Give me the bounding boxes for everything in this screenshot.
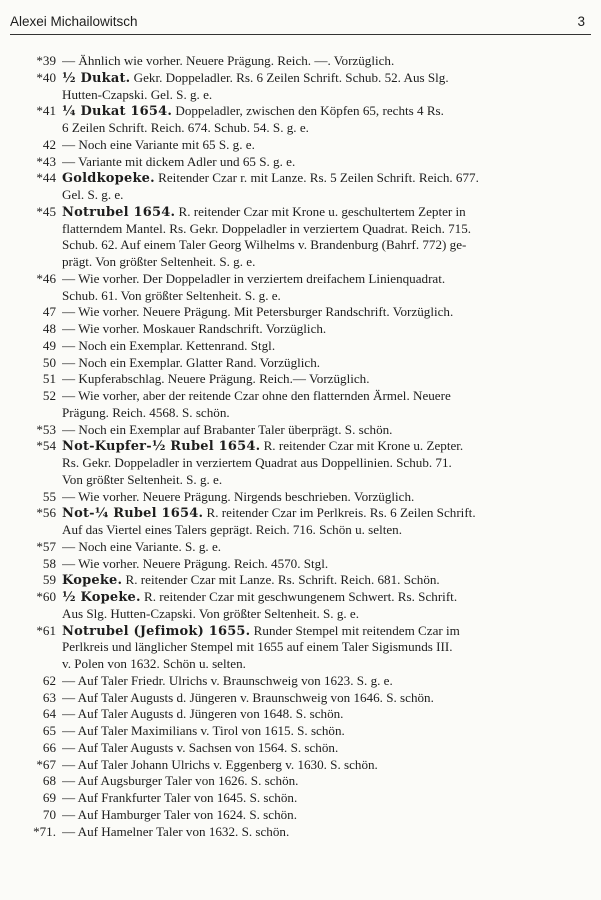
catalog-entry — [16, 572, 584, 589]
entry-line — [62, 204, 584, 221]
entry-line — [62, 70, 584, 87]
entry-line — [62, 740, 584, 757]
entry-line — [62, 321, 584, 338]
entry-line — [62, 807, 584, 824]
entry-text: — Auf Taler Augusts v. Sachsen von 1564. S. schön. — [62, 739, 339, 755]
entry-text: — Ähnlich wie vorher. Neuere Prägung. Reich. —. Vorzüglich. — [62, 53, 395, 68]
entry-text: — Noch ein Exemplar auf Brabanter Taler überprägt. S. schön. — [62, 421, 393, 437]
entry-text: — Auf Taler Friedr. Ulrichs v. Braunschweig von 1623. S. g. e. — [62, 672, 393, 688]
coin-title: Goldkopeke. — [62, 171, 155, 187]
entry-line — [62, 639, 584, 656]
catalog-entry — [16, 53, 584, 70]
catalog-entry — [16, 304, 584, 321]
entry-text: v. Polen von 1632. Schön u. selten. — [62, 656, 246, 671]
coin-title: Notrubel 1654. — [62, 204, 176, 220]
entry-text: Perlkreis und länglicher Stempel mit 1655 auf einem Taler Sigismunds III. — [62, 639, 453, 655]
lot-number: 68 — [42, 773, 56, 789]
catalog-entry — [16, 807, 584, 824]
entry-text: prägt. Von größter Seltenheit. S. g. e. — [62, 254, 256, 269]
lot-number: *40 — [36, 69, 56, 85]
entry-line — [62, 254, 584, 271]
entry-text: — Wie vorher. Moskauer Randschrift. Vorzüglich. — [62, 321, 327, 336]
entry-text: — Auf Hamelner Taler von 1632. S. schön. — [62, 823, 290, 839]
entry-line — [62, 271, 584, 288]
entry-text: — Noch ein Exemplar. Glatter Rand. Vorzüglich. — [62, 354, 321, 370]
lot-number: *53 — [36, 421, 56, 437]
catalog-entry — [16, 790, 584, 807]
lot-number: 64 — [42, 706, 56, 722]
entry-text: — Wie vorher. Neuere Prägung. Nirgends beschrieben. Vorzüglich. — [62, 488, 415, 504]
lot-number: 55 — [42, 488, 56, 504]
entry-text: — Auf Hamburger Taler von 1624. S. schön. — [62, 806, 297, 822]
entry-line — [62, 137, 584, 154]
entry-line — [62, 355, 584, 372]
catalog-entry — [16, 204, 584, 271]
entry-text: — Auf Augsburger Taler von 1626. S. schön. — [62, 773, 299, 789]
catalog-entry — [16, 623, 584, 673]
lot-number: *67 — [36, 756, 56, 772]
lot-number: 48 — [42, 321, 56, 336]
catalog-entry — [16, 556, 584, 573]
coin-title: Not-Kupfer-½ Rubel 1654. — [62, 439, 261, 455]
entry-line — [62, 388, 584, 405]
entry-line — [62, 405, 584, 422]
catalog-entry — [16, 137, 584, 154]
entry-line — [62, 154, 584, 171]
lot-number: *54 — [36, 438, 56, 454]
lot-number: *39 — [36, 53, 56, 68]
entry-line — [62, 438, 584, 455]
entry-text: — Auf Taler Maximilians v. Tirol von 1615. S. schön. — [62, 723, 345, 738]
entry-text: — Noch eine Variante. S. g. e. — [62, 538, 222, 554]
entry-text: Auf das Viertel eines Talers geprägt. Reich. 716. Schön u. selten. — [62, 522, 402, 537]
entry-text: Prägung. Reich. 4568. S. schön. — [62, 404, 230, 420]
catalog-entry — [16, 673, 584, 690]
entry-line — [62, 589, 584, 606]
entry-line — [62, 606, 584, 623]
entry-line — [62, 338, 584, 355]
entry-text: R. reitender Czar im Perlkreis. Rs. 6 Zeilen Schrift. — [203, 505, 476, 521]
entry-text: flatterndem Mantel. Rs. Gekr. Doppeladler in verziertem Quadrat. Reich. 715. — [62, 220, 472, 236]
entry-text: Schub. 61. Von größter Seltenheit. S. g. e. — [62, 287, 281, 303]
entry-line — [62, 120, 584, 137]
page-header — [10, 12, 591, 35]
catalog-entry — [16, 103, 584, 137]
entry-text: — Wie vorher. Der Doppeladler in verziertem dreifachem Linienquadrat. — [62, 270, 446, 286]
entry-line — [62, 773, 584, 790]
coin-title: Notrubel (Jefimok) 1655. — [62, 623, 251, 639]
entry-line — [62, 623, 584, 640]
catalog-entry — [16, 706, 584, 723]
catalog-entry — [16, 154, 584, 171]
catalog-entry — [16, 723, 584, 740]
lot-number: 42 — [42, 136, 56, 152]
entry-text: — Auf Taler Augusts d. Jüngeren von 1648. S. schön. — [62, 706, 344, 722]
entry-line — [62, 790, 584, 807]
catalog-entry — [16, 690, 584, 707]
catalog-entry — [16, 757, 584, 774]
entry-text: Hutten-Czapski. Gel. S. g. e. — [62, 86, 213, 102]
entry-text: Reitender Czar r. mit Lanze. Rs. 5 Zeilen Schrift. Reich. 677. — [154, 170, 479, 186]
entry-line — [62, 288, 584, 305]
lot-number: *41 — [36, 103, 56, 119]
lot-number: 59 — [42, 572, 56, 588]
entry-line — [62, 103, 584, 120]
entry-text: Runder Stempel mit reitendem Czar im — [250, 622, 460, 638]
lot-number: *44 — [36, 170, 56, 186]
entry-line — [62, 690, 584, 707]
catalog-entry — [16, 338, 584, 355]
entry-text: R. reitender Czar mit Krone u. Zepter. — [260, 438, 464, 454]
entry-line — [62, 170, 584, 187]
catalog-entry — [16, 438, 584, 488]
entry-line — [62, 489, 584, 506]
catalog-list — [16, 53, 584, 840]
lot-number: *45 — [36, 203, 56, 219]
lot-number: 50 — [42, 354, 56, 370]
catalog-entry — [16, 371, 584, 388]
entry-text: 6 Zeilen Schrift. Reich. 674. Schub. 54. S. g. e. — [62, 120, 309, 135]
lot-number: 63 — [42, 689, 56, 705]
catalog-entry — [16, 355, 584, 372]
lot-number: *60 — [36, 589, 56, 604]
lot-number: *56 — [36, 505, 56, 521]
entry-line — [62, 572, 584, 589]
catalog-entry — [16, 740, 584, 757]
catalog-entry — [16, 271, 584, 305]
page-number: 3 — [577, 14, 585, 29]
entry-text: R. reitender Czar mit Krone u. geschultertem Zepter in — [175, 203, 466, 219]
lot-number: 47 — [42, 304, 56, 320]
entry-line — [62, 706, 584, 723]
catalog-entry — [16, 824, 584, 841]
entry-line — [62, 422, 584, 439]
entry-text: — Auf Taler Augusts d. Jüngeren v. Braunschweig von 1646. S. schön. — [62, 689, 434, 705]
catalog-entry — [16, 321, 584, 338]
entry-line — [62, 472, 584, 489]
entry-text: — Noch ein Exemplar. Kettenrand. Stgl. — [62, 337, 276, 353]
entry-line — [62, 522, 584, 539]
entry-line — [62, 673, 584, 690]
entry-line — [62, 87, 584, 104]
catalog-entry — [16, 422, 584, 439]
entry-line — [62, 237, 584, 254]
entry-line — [62, 539, 584, 556]
lot-number: 49 — [42, 337, 56, 353]
lot-number: *43 — [36, 153, 56, 169]
entry-line — [62, 723, 584, 740]
entry-text: Gel. S. g. e. — [62, 187, 124, 202]
entry-text: — Variante mit dickem Adler und 65 S. g. e. — [62, 153, 296, 169]
catalog-entry — [16, 539, 584, 556]
lot-number: 51 — [42, 371, 56, 387]
entry-line — [62, 455, 584, 472]
entry-text: Aus Slg. Hutten-Czapski. Von größter Seltenheit. S. g. e. — [62, 605, 360, 621]
entry-text: Schub. 62. Auf einem Taler Georg Wilhelms v. Brandenburg (Bahrf. 772) ge- — [62, 237, 467, 253]
lot-number: *71. — [33, 823, 56, 839]
entry-text: R. reitender Czar mit geschwungenem Schwert. Rs. Schrift. — [140, 589, 458, 604]
coin-title: ½ Dukat. — [62, 70, 131, 86]
entry-line — [62, 556, 584, 573]
entry-line — [62, 304, 584, 321]
catalog-entry — [16, 773, 584, 790]
lot-number: 52 — [42, 388, 56, 403]
entry-text: — Kupferabschlag. Neuere Prägung. Reich.— Vorzüglich. — [62, 371, 370, 387]
catalog-entry — [16, 70, 584, 104]
entry-text: Gekr. Doppeladler. Rs. 6 Zeilen Schrift. Schub. 52. Aus Slg. — [130, 69, 449, 85]
coin-title: Not-¼ Rubel 1654. — [62, 506, 204, 522]
entry-text: — Wie vorher. Neuere Prägung. Reich. 4570. Stgl. — [62, 555, 329, 571]
entry-text: Doppeladler, zwischen den Köpfen 65, rechts 4 Rs. — [172, 103, 444, 119]
entry-line — [62, 187, 584, 204]
lot-number: *61 — [36, 622, 56, 638]
lot-number: 69 — [42, 790, 56, 805]
catalog-entry — [16, 388, 584, 422]
entry-line — [62, 371, 584, 388]
lot-number: 70 — [42, 806, 56, 822]
entry-text: Von größter Seltenheit. S. g. e. — [62, 471, 223, 487]
lot-number: 65 — [42, 723, 56, 738]
coin-title: ¼ Dukat 1654. — [62, 104, 173, 120]
entry-text: — Wie vorher, aber der reitende Czar ohne den flatternden Ärmel. Neuere — [62, 388, 451, 403]
entry-line — [62, 757, 584, 774]
entry-text: — Auf Taler Johann Ulrichs v. Eggenberg v. 1630. S. schön. — [62, 756, 378, 772]
entry-text: R. reitender Czar mit Lanze. Rs. Schrift. Reich. 681. Schön. — [122, 572, 440, 588]
entry-text: — Wie vorher. Neuere Prägung. Mit Petersburger Randschrift. Vorzüglich. — [62, 304, 454, 320]
running-head-author: Alexei Michailowitsch — [10, 14, 138, 29]
entry-line — [62, 656, 584, 673]
lot-number: 62 — [42, 672, 56, 688]
entry-line — [62, 53, 584, 70]
lot-number: 66 — [42, 739, 56, 755]
entry-line — [62, 505, 584, 522]
catalog-entry — [16, 505, 584, 539]
catalog-entry — [16, 170, 584, 204]
catalog-entry — [16, 489, 584, 506]
coin-title: Kopeke. — [62, 573, 123, 589]
entry-line — [62, 221, 584, 238]
lot-number: *46 — [36, 270, 56, 286]
entry-text: — Auf Frankfurter Taler von 1645. S. schön. — [62, 790, 298, 805]
entry-text: Rs. Gekr. Doppeladler in verziertem Quadrat aus Doppellinien. Schub. 71. — [62, 455, 452, 470]
coin-title: ½ Kopeke. — [62, 590, 141, 605]
lot-number: 58 — [42, 555, 56, 571]
entry-line — [62, 824, 584, 841]
lot-number: *57 — [36, 538, 56, 554]
catalog-entry — [16, 589, 584, 623]
entry-text: — Noch eine Variante mit 65 S. g. e. — [62, 136, 255, 152]
